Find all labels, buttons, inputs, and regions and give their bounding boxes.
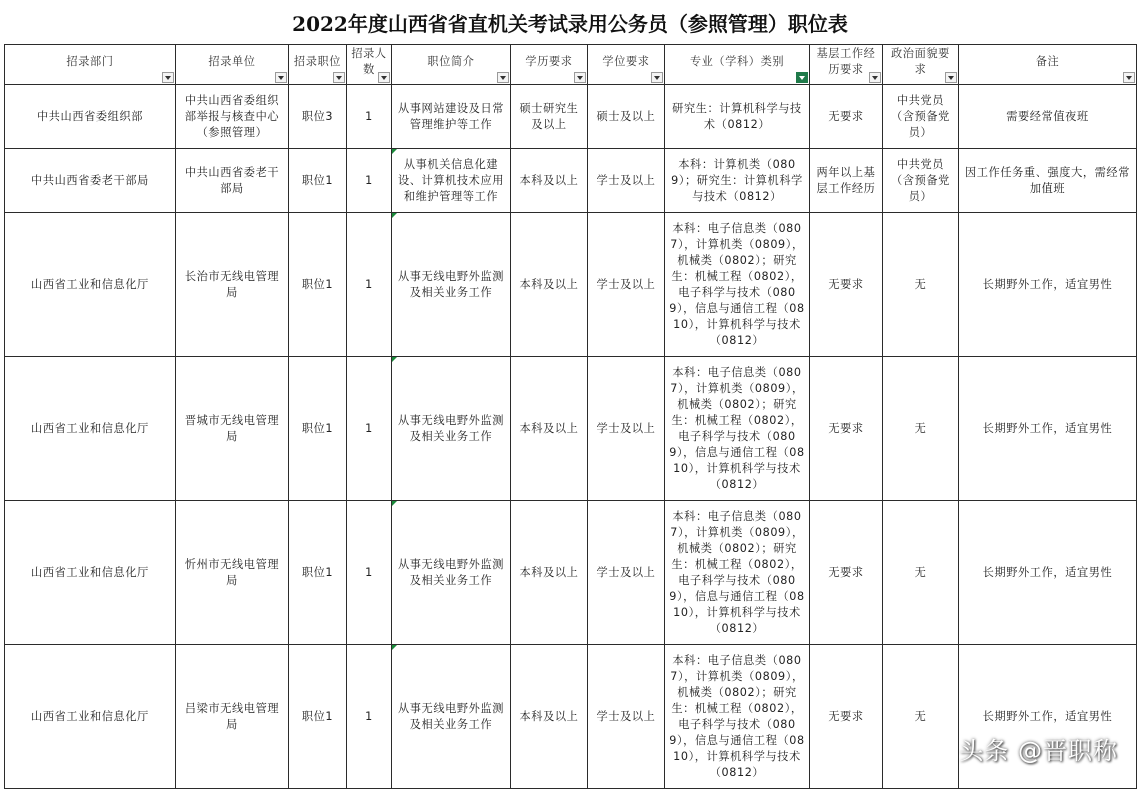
- cell-position[interactable]: 职位1: [289, 645, 347, 789]
- cell-unit[interactable]: 中共山西省委老干部局: [176, 149, 289, 213]
- cell-political-status[interactable]: 中共党员（含预备党员）: [883, 149, 959, 213]
- cell-department[interactable]: 中共山西省委组织部: [5, 85, 176, 149]
- cell-position[interactable]: 职位3: [289, 85, 347, 149]
- cell-degree[interactable]: 学士及以上: [588, 357, 665, 501]
- cell-unit[interactable]: 忻州市无线电管理局: [176, 501, 289, 645]
- cell-major[interactable]: 本科：计算机类（0809）；研究生：计算机科学与技术（0812）: [665, 149, 810, 213]
- cell-remarks[interactable]: 长期野外工作，适宜男性: [959, 501, 1137, 645]
- cell-grassroots-experience[interactable]: 无要求: [810, 85, 883, 149]
- header-unit: 招录单位: [176, 45, 289, 85]
- header-row: [5, 45, 1137, 85]
- table-row: [5, 85, 1137, 149]
- cell-degree[interactable]: 学士及以上: [588, 645, 665, 789]
- filter-dropdown-icon[interactable]: [945, 72, 957, 83]
- header-job-description: 职位简介: [392, 45, 511, 85]
- cell-job-description[interactable]: 从事无线电野外监测及相关业务工作: [392, 645, 511, 789]
- cell-job-description[interactable]: 从事无线电野外监测及相关业务工作: [392, 213, 511, 357]
- cell-education[interactable]: 本科及以上: [511, 149, 588, 213]
- filter-dropdown-icon[interactable]: [162, 72, 174, 83]
- cell-department[interactable]: 山西省工业和信息化厅: [5, 213, 176, 357]
- table-row: [5, 213, 1137, 357]
- cell-remarks[interactable]: 长期野外工作，适宜男性: [959, 357, 1137, 501]
- cell-remarks[interactable]: 因工作任务重、强度大，需经常加值班: [959, 149, 1137, 213]
- cell-degree[interactable]: 学士及以上: [588, 213, 665, 357]
- cell-headcount[interactable]: 1: [347, 501, 392, 645]
- header-headcount: 招录人数: [347, 45, 392, 85]
- cell-headcount[interactable]: 1: [347, 645, 392, 789]
- table-row: [5, 149, 1137, 213]
- cell-political-status[interactable]: 中共党员（含预备党员）: [883, 85, 959, 149]
- cell-job-description[interactable]: 从事无线电野外监测及相关业务工作: [392, 501, 511, 645]
- filter-dropdown-icon[interactable]: [333, 72, 345, 83]
- cell-unit[interactable]: 长治市无线电管理局: [176, 213, 289, 357]
- cell-grassroots-experience[interactable]: 无要求: [810, 501, 883, 645]
- table-row: [5, 357, 1137, 501]
- cell-degree[interactable]: 学士及以上: [588, 501, 665, 645]
- cell-major[interactable]: 本科：电子信息类（0807），计算机类（0809），机械类（0802）；研究生：机械工程（0802），电子科学与技术（0809），信息与通信工程（0810），计算机科学与技术（0812）: [665, 357, 810, 501]
- cell-department[interactable]: 山西省工业和信息化厅: [5, 501, 176, 645]
- filter-dropdown-icon[interactable]: [574, 72, 586, 83]
- cell-position[interactable]: 职位1: [289, 501, 347, 645]
- cell-grassroots-experience[interactable]: 无要求: [810, 213, 883, 357]
- cell-major[interactable]: 研究生：计算机科学与技术（0812）: [665, 85, 810, 149]
- cell-education[interactable]: 本科及以上: [511, 501, 588, 645]
- cell-job-description[interactable]: 从事无线电野外监测及相关业务工作: [392, 357, 511, 501]
- filter-dropdown-icon[interactable]: [378, 72, 390, 83]
- cell-grassroots-experience[interactable]: 无要求: [810, 357, 883, 501]
- cell-position[interactable]: 职位1: [289, 149, 347, 213]
- header-department: 招录部门: [5, 45, 176, 85]
- header-political-status: 政治面貌要求: [883, 45, 959, 85]
- cell-political-status[interactable]: 无: [883, 645, 959, 789]
- cell-job-description[interactable]: 从事网站建设及日常管理维护等工作: [392, 85, 511, 149]
- cell-job-description[interactable]: 从事机关信息化建设、计算机技术应用和维护管理等工作: [392, 149, 511, 213]
- cell-remarks[interactable]: 需要经常值夜班: [959, 85, 1137, 149]
- cell-major[interactable]: 本科：电子信息类（0807），计算机类（0809），机械类（0802）；研究生：机械工程（0802），电子科学与技术（0809），信息与通信工程（0810），计算机科学与技术（0812）: [665, 213, 810, 357]
- watermark: 头条 @晋职称: [959, 737, 1118, 765]
- table-row: [5, 501, 1137, 645]
- cell-grassroots-experience[interactable]: 无要求: [810, 645, 883, 789]
- cell-position[interactable]: 职位1: [289, 213, 347, 357]
- header-education: 学历要求: [511, 45, 588, 85]
- header-degree: 学位要求: [588, 45, 665, 85]
- cell-headcount[interactable]: 1: [347, 85, 392, 149]
- cell-unit[interactable]: 吕梁市无线电管理局: [176, 645, 289, 789]
- cell-department[interactable]: 山西省工业和信息化厅: [5, 645, 176, 789]
- filter-dropdown-icon[interactable]: [651, 72, 663, 83]
- header-position: 招录职位: [289, 45, 347, 85]
- table-row: [5, 645, 1137, 789]
- cell-political-status[interactable]: 无: [883, 501, 959, 645]
- cell-degree[interactable]: 学士及以上: [588, 149, 665, 213]
- cell-education[interactable]: 本科及以上: [511, 357, 588, 501]
- filter-active-icon[interactable]: [796, 72, 808, 83]
- header-remarks: 备注: [959, 45, 1137, 85]
- cell-department[interactable]: 山西省工业和信息化厅: [5, 357, 176, 501]
- filter-dropdown-icon[interactable]: [275, 72, 287, 83]
- filter-dropdown-icon[interactable]: [869, 72, 881, 83]
- cell-unit[interactable]: 中共山西省委组织部举报与核查中心（参照管理）: [176, 85, 289, 149]
- cell-political-status[interactable]: 无: [883, 213, 959, 357]
- cell-remarks[interactable]: 长期野外工作，适宜男性: [959, 213, 1137, 357]
- cell-major[interactable]: 本科：电子信息类（0807），计算机类（0809），机械类（0802）；研究生：机械工程（0802），电子科学与技术（0809），信息与通信工程（0810），计算机科学与技术（0812）: [665, 501, 810, 645]
- cell-department[interactable]: 中共山西省委老干部局: [5, 149, 176, 213]
- cell-degree[interactable]: 硕士及以上: [588, 85, 665, 149]
- cell-major[interactable]: 本科：电子信息类（0807），计算机类（0809），机械类（0802）；研究生：机械工程（0802），电子科学与技术（0809），信息与通信工程（0810），计算机科学与技术（0812）: [665, 645, 810, 789]
- filter-dropdown-icon[interactable]: [497, 72, 509, 83]
- cell-headcount[interactable]: 1: [347, 149, 392, 213]
- filter-dropdown-icon[interactable]: [1123, 72, 1135, 83]
- cell-education[interactable]: 硕士研究生及以上: [511, 85, 588, 149]
- cell-headcount[interactable]: 1: [347, 213, 392, 357]
- cell-education[interactable]: 本科及以上: [511, 213, 588, 357]
- cell-unit[interactable]: 晋城市无线电管理局: [176, 357, 289, 501]
- cell-position[interactable]: 职位1: [289, 357, 347, 501]
- cell-remarks[interactable]: 长期野外工作，适宜男性: [959, 645, 1137, 789]
- positions-table: [4, 44, 1137, 789]
- header-grassroots-experience: 基层工作经历要求: [810, 45, 883, 85]
- cell-education[interactable]: 本科及以上: [511, 645, 588, 789]
- cell-political-status[interactable]: 无: [883, 357, 959, 501]
- header-major: 专业（学科）类别: [665, 45, 810, 85]
- sheet-title: 2022年度山西省省直机关考试录用公务员（参照管理）职位表: [292, 11, 848, 36]
- cell-headcount[interactable]: 1: [347, 357, 392, 501]
- cell-grassroots-experience[interactable]: 两年以上基层工作经历: [810, 149, 883, 213]
